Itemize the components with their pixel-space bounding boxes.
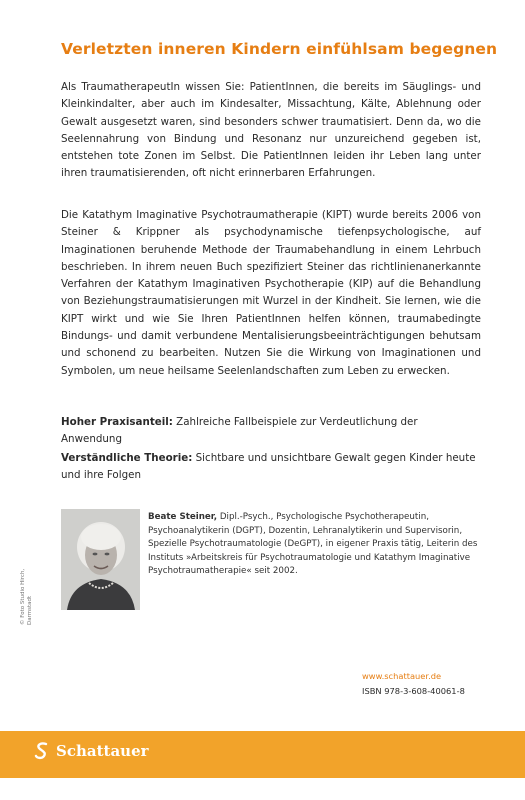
author-bio-text: Dipl.-Psych., Psychologische Psychotherapeutin, Psychoanalytikerin (DGPT), Dozentin, Lehranalytikerin und Supervisorin, Spezielle Psychotraumatologie (DeGPT), in eigener Praxis tätig, Leiterin des Instituts »Arbeitskreis für Psychotraumatologie und Katathym Imaginative Psychotraumatherapie« seit 2002. <box>148 512 478 577</box>
method-paragraph: Die Katathym Imaginative Psychotraumatherapie (KIPT) wurde bereits 2006 von Steiner & Krippner als psychodynamische tiefenpsychologische, auf Imaginationen beruhende Methode der Traumabehandlung in einem Lehrbuch beschrieben. In ihrem neuen Buch spezifiziert Steiner das richtlinienanerkannte Verfahren der Katathym Imaginativen Psychotherapie (KIP) auf die Behandlung von Beziehungstraumatisierungen mit Wurzel in der Kindheit. Sie lernen, wie die KIPT wirkt und wie Sie Ihren PatientInnen helfen können, traumabedingte Bindungs- und damit verbundene Mentalisierungsbeeinträchtigungen behutsam und schonend zu bearbeiten. Nutzen Sie die Wirkung von Imaginationen und Symbolen, um neue heilsame Seelenlandschaften zum Leben zu erwecken. <box>61 209 481 377</box>
feature-label: Verständliche Theorie: <box>61 452 193 464</box>
feature-text: Sichtbare und unsichtbare Gewalt gegen Kinder heute und ihre Folgen <box>61 452 476 482</box>
publisher-website[interactable]: www.schattauer.de <box>362 671 442 681</box>
photo-credit-line: © Foto Studio Hirch, <box>20 568 26 625</box>
author-photo <box>61 509 140 610</box>
schattauer-logo-icon <box>34 741 50 760</box>
bottom-margin <box>0 778 525 800</box>
author-portrait-image <box>61 509 140 610</box>
author-name: Beate Steiner, <box>148 512 218 522</box>
photo-credit <box>20 569 34 625</box>
feature-text: Zahlreiche Fallbeispiele zur Verdeutlichung der Anwendung <box>61 416 418 446</box>
photo-credit-line: Darmstadt <box>27 595 33 625</box>
author-bio <box>148 511 478 579</box>
intro-paragraph: Als TraumatherapeutIn wissen Sie: PatientInnen, die bereits im Säuglings- und Kleinkindalter, aber auch im Kindesalter, Missachtung, Kälte, Ablehnung oder Gewalt ausgesetzt waren, sind besonders schwer traumatisiert. Denn da, wo die Seelennahrung von Bindung und Resonanz nur unzureichend gegeben ist, entstehen tote Zonen im Selbst. Die PatientInnen leiden ihr Leben lang unter ihren traumatisierenden, oft nicht erinnerbaren Erfahrungen. <box>61 81 481 180</box>
feature-practice <box>61 414 481 449</box>
feature-label: Hoher Praxisanteil: <box>61 416 173 428</box>
barcode-area <box>362 699 482 729</box>
publisher-logo <box>34 741 149 760</box>
feature-theory <box>61 450 481 485</box>
book-tagline: Verletzten inneren Kindern einfühlsam begegnen <box>61 40 498 58</box>
publisher-name: Schattauer <box>56 741 149 760</box>
isbn: ISBN 978-3-608-40061-8 <box>362 686 465 696</box>
